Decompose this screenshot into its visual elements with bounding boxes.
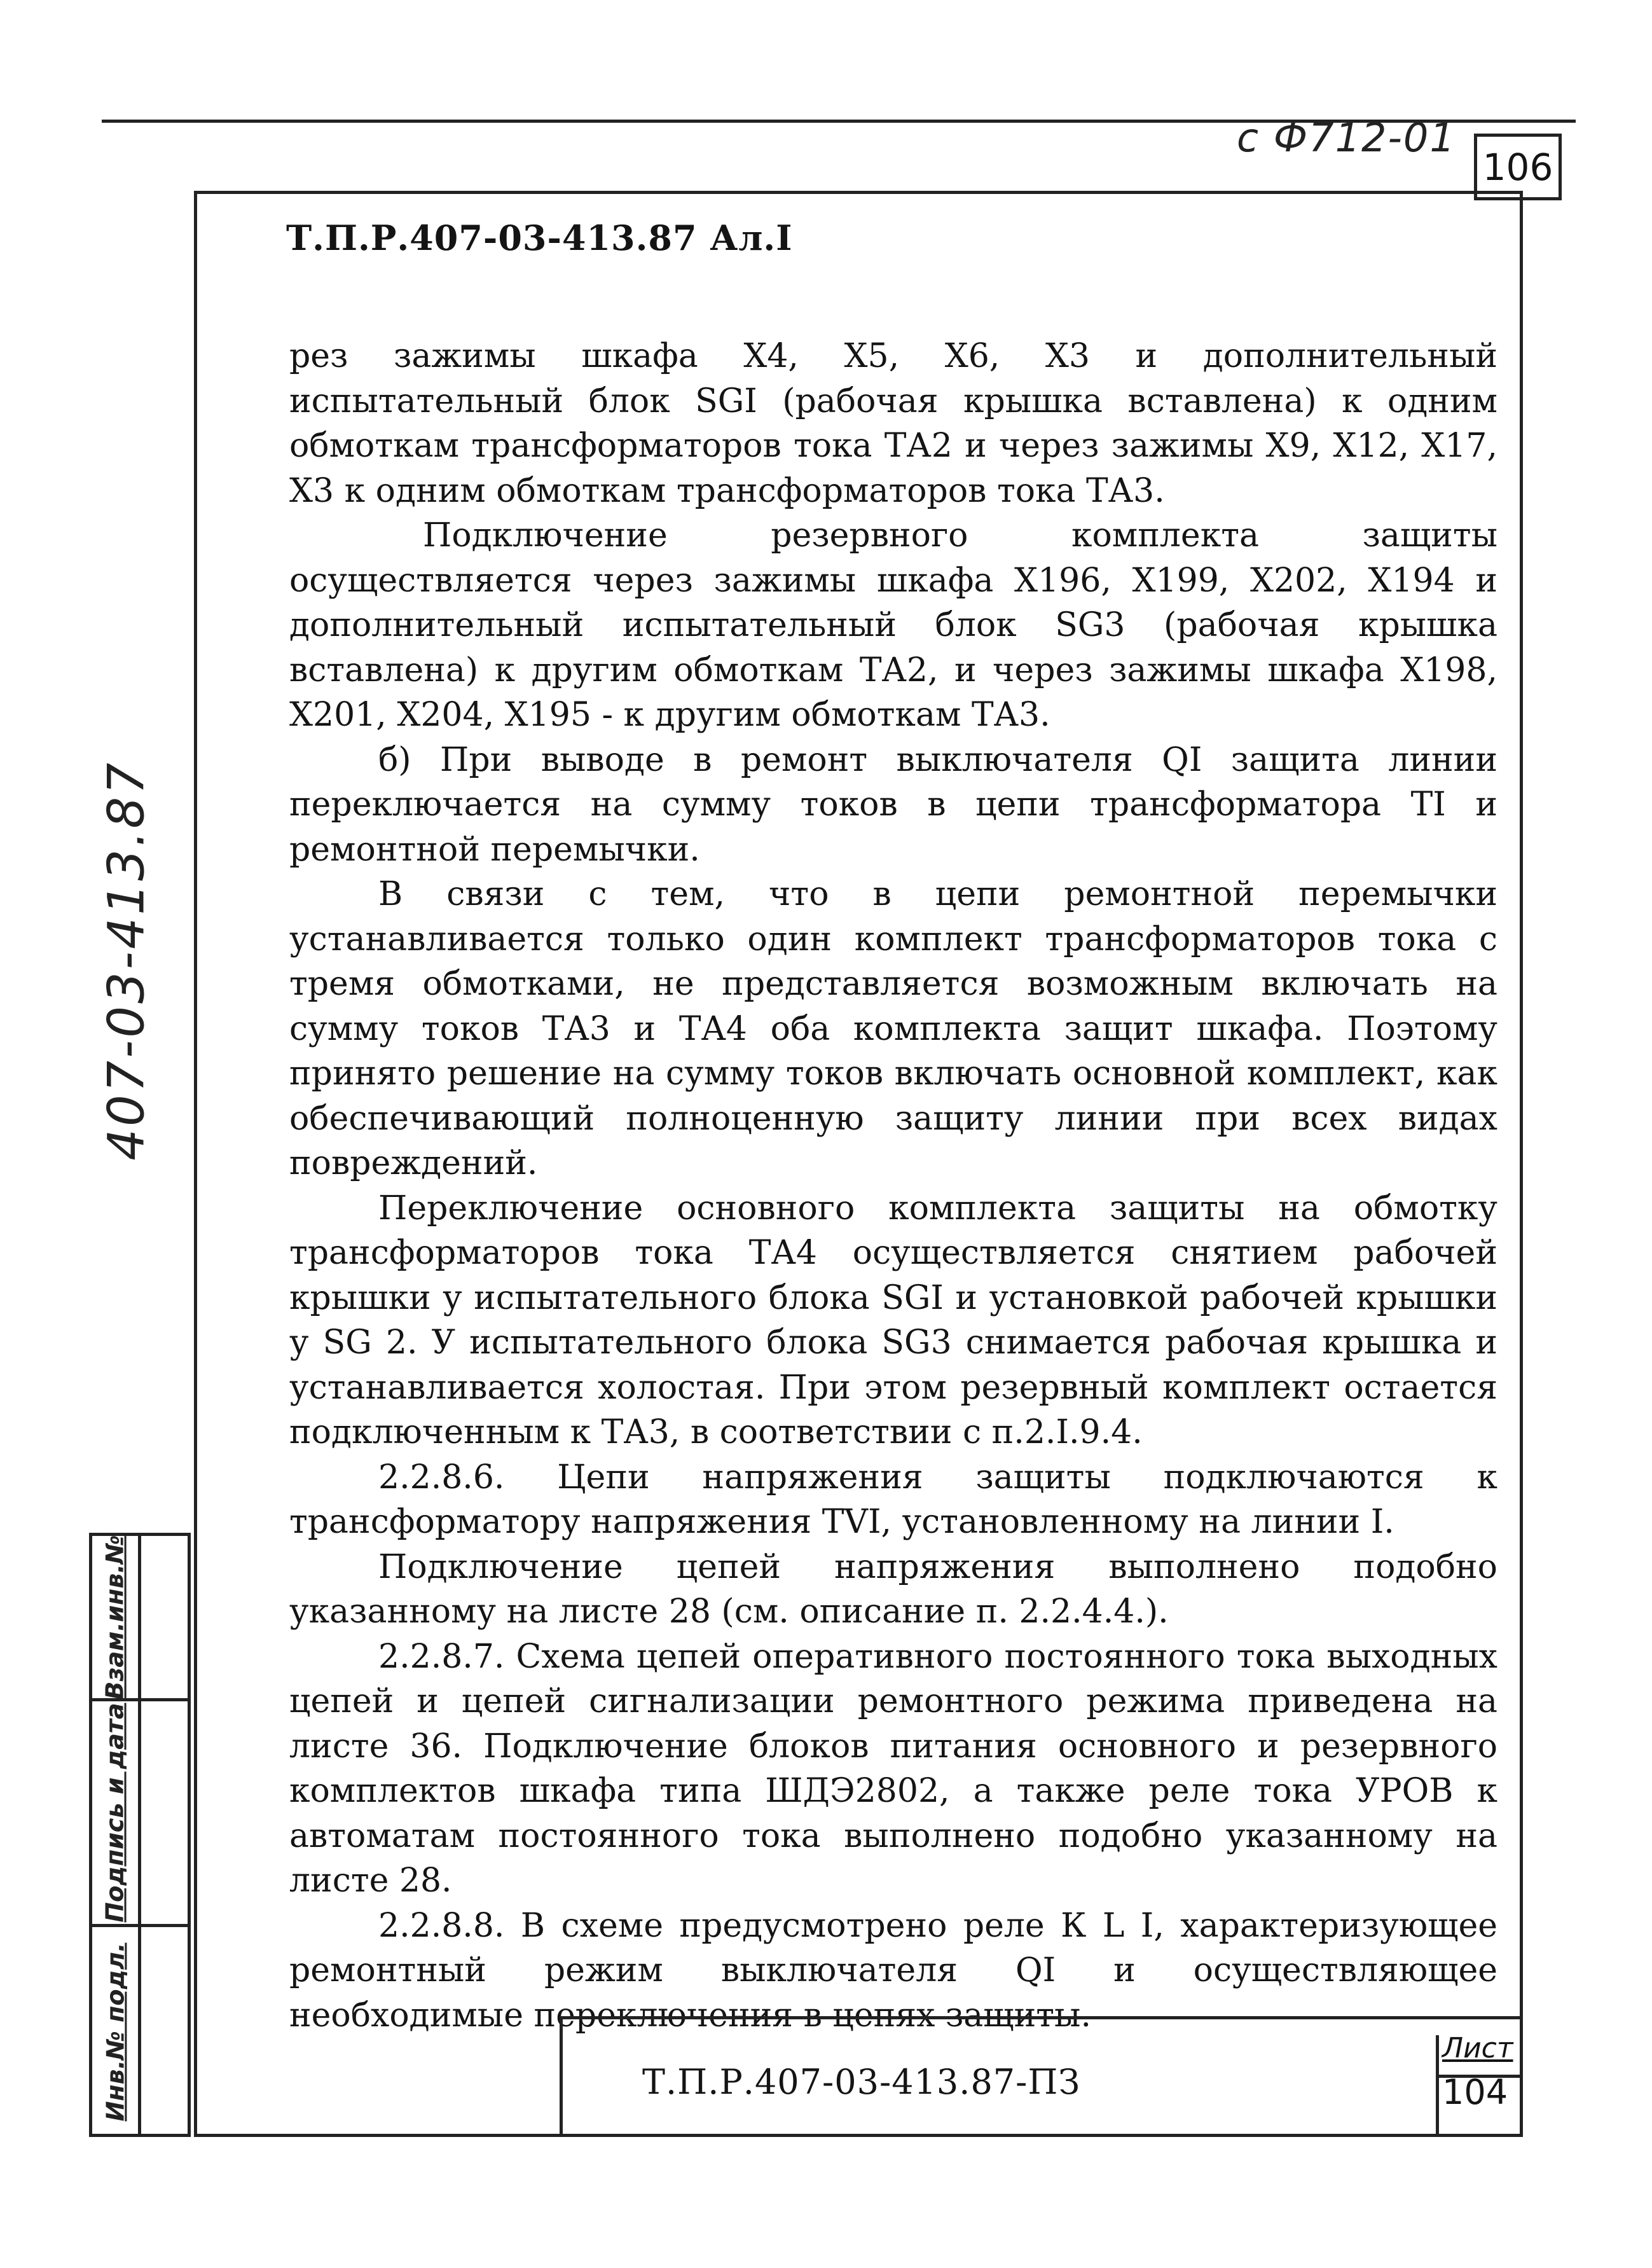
paragraph: В связи с тем, что в цепи ремонтной перемычки устанавливается только один комплект трансформаторов тока с тремя обмотками, не представляется возможным включать на сумму токов ТА3 и ТА4 оба комплекта защит шкафа. Поэтому принято решение на сумму токов включать основной комплект, как обеспечивающий полноценную защиту линии при всех видах повреждений. (289, 875, 1497, 1182)
side-table-cell (92, 1701, 138, 1924)
side-document-number (83, 760, 172, 1161)
side-table-cell (92, 1927, 138, 2137)
paragraph: 2.2.8.8. В схеме предусмотрено реле К L I, характеризующее ремонтный режим выключателя QI и осуществляющее необходимые переключения в цепях защиты. (289, 1906, 1497, 2035)
document-header: Т.П.Р.407-03-413.87 Ал.I (286, 218, 793, 258)
archive-code: с Ф712-01 (1237, 114, 1456, 161)
side-table-cell (92, 1536, 138, 1698)
paragraph: рез зажимы шкафа Х4, Х5, Х6, Х3 и дополнительный испытательный блок SGI (рабочая крышка вставлена) к одним обмоткам трансформаторов тока ТА2 и через зажимы Х9, Х12, Х17, Х3 к одним обмоткам трансформаторов тока ТА3. (289, 337, 1497, 510)
original-inventory-label: Инв.№ подл. (101, 1942, 129, 2122)
replacement-inventory-label: Взам.инв.№ (101, 1534, 130, 1700)
sheet-label: Лист (1442, 2032, 1513, 2064)
document-body (289, 334, 1497, 2038)
side-table-divider (138, 1536, 141, 2134)
signature-date-label: Подпись и дата (101, 1703, 129, 1923)
side-stamp-table (89, 1533, 191, 2137)
side-number-text: 407-03-413.87 (99, 760, 156, 1161)
paragraph: 2.2.8.7. Схема цепей оперативного постоянного тока выходных цепей и цепей сигнализации ремонтного режима приведена на листе 36. Подключение блоков питания основного и резервного комплектов шкафа типа ШДЭ2802, а также реле тока УРОВ к автоматам постоянного тока выполнено подобно указанному на листе 28. (289, 1637, 1497, 1900)
paragraph: Подключение цепей напряжения выполнено подобно указанному на листе 28 (см. описание п. 2.2.4.4.). (289, 1547, 1497, 1631)
paragraph: Подключение резервного комплекта защиты осуществляется через зажимы шкафа Х196, Х199, Х202, Х194 и дополнительный испытательный блок SG3 (рабочая крышка вставлена) к другим обмоткам ТА2, и через зажимы шкафа Х198, Х201, Х204, Х195 - к другим обмоткам ТА3. (289, 516, 1497, 734)
sheet-number: 104 (1442, 2072, 1508, 2112)
page-number: 106 (1482, 145, 1553, 189)
title-block-doc-code: Т.П.Р.407-03-413.87-ПЗ (642, 2062, 1081, 2102)
paragraph: 2.2.8.6. Цепи напряжения защиты подключаются к трансформатору напряжения ТVI, установленному на линии I. (289, 1458, 1497, 1541)
paragraph: б) При выводе в ремонт выключателя QI защита линии переключается на сумму токов в цепи трансформатора ТI и ремонтной перемычки. (289, 740, 1497, 869)
paragraph: Переключение основного комплекта защиты на обмотку трансформаторов тока ТА4 осуществляется снятием рабочей крышки у испытательного блока SGI и установкой рабочей крышки у SG 2. У испытательного блока SG3 снимается рабочая крышка и устанавливается холостая. При этом резервный комплект остается подключенным к ТА3, в соответствии с п.2.I.9.4. (289, 1189, 1497, 1451)
